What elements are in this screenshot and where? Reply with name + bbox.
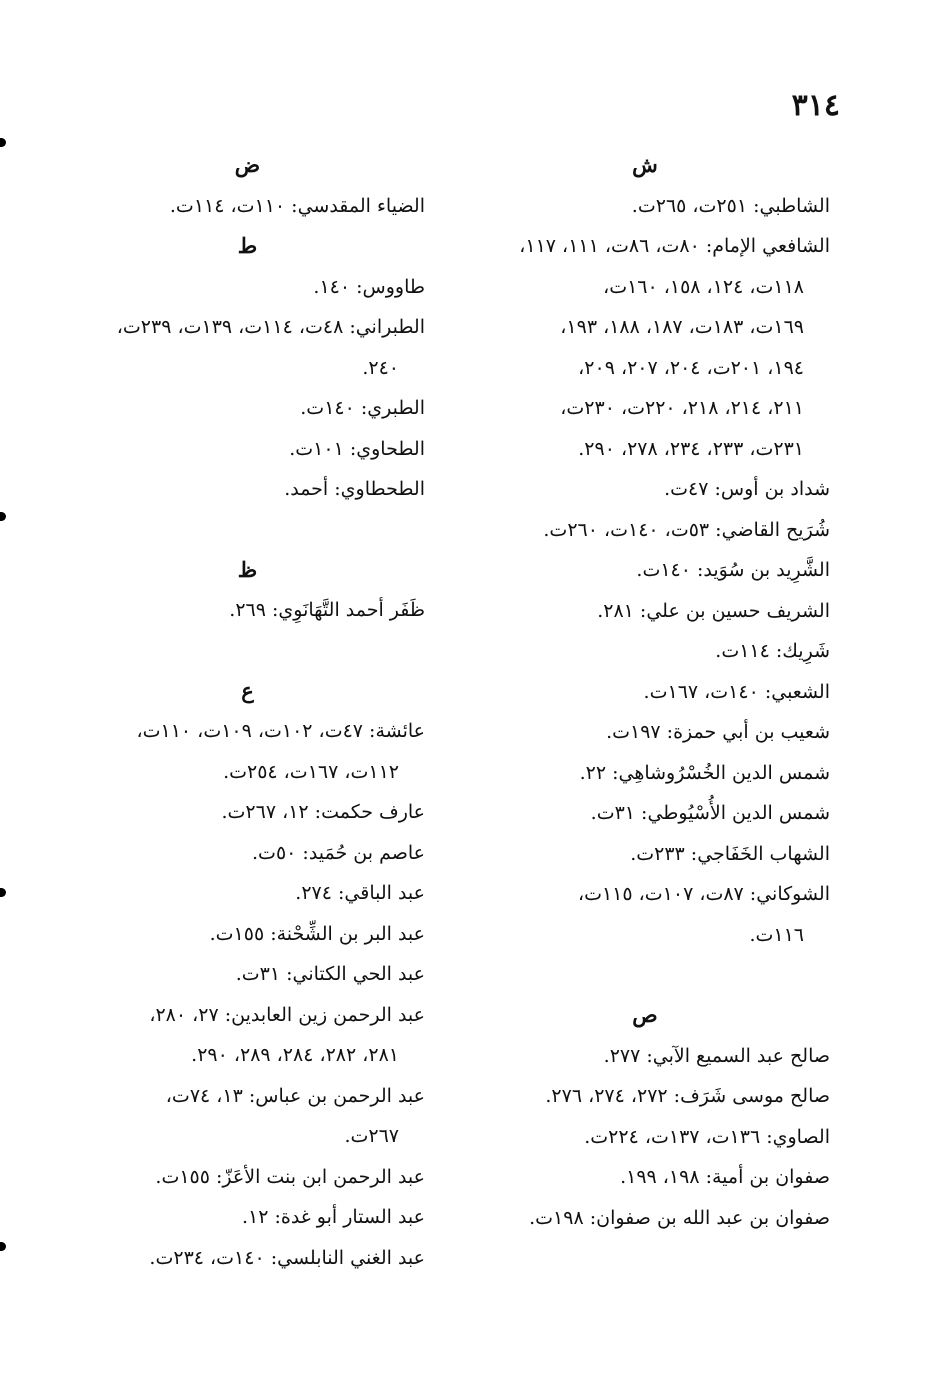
binding-mark — [0, 512, 6, 521]
index-column-right — [460, 145, 830, 1238]
letter-heading: ص — [632, 1002, 658, 1027]
index-entry: عبد الرحمن بن عباس: ١٣، ٧٤ت، — [165, 1084, 425, 1107]
letter-heading: ظ — [237, 556, 258, 582]
index-entry: الشافعي الإمام: ٨٠ت، ٨٦ت، ١١١، ١١٧، — [519, 235, 830, 257]
index-entry: شمس الدين الخُسْرُوشاهِي: ٢٢. — [579, 761, 830, 784]
index-entry: ظَفَر أحمد التَّهَانَوِي: ٢٦٩. — [229, 599, 425, 621]
index-entry: الطبراني: ٤٨ت، ١١٤ت، ١٣٩ت، ٢٣٩ت، — [116, 316, 425, 338]
index-entry-continuation: ٢٤٠. — [362, 356, 399, 379]
page-number: ٣١٤ — [791, 88, 840, 123]
index-entry: الشريف حسين بن علي: ٢٨١. — [597, 599, 830, 622]
index-entry: الطحطاوي: أحمد. — [284, 478, 425, 500]
index-entry-continuation: ١١٢ت، ١٦٧ت، ٢٥٤ت. — [223, 760, 399, 783]
index-entry: عبد الباقي: ٢٧٤. — [295, 882, 425, 904]
index-entry: صفوان بن عبد الله بن صفوان: ١٩٨ت. — [529, 1206, 830, 1229]
index-entry: صفوان بن أمية: ١٩٨، ١٩٩. — [620, 1166, 830, 1188]
binding-mark — [0, 888, 6, 897]
index-entry: عاصم بن حُمَيد: ٥٠ت. — [252, 841, 425, 864]
index-entry: صالح عبد السميع الآبي: ٢٧٧. — [603, 1044, 830, 1067]
index-entry: صالح موسى شَرَف: ٢٧٢، ٢٧٤، ٢٧٦. — [545, 1085, 830, 1107]
index-entry: عبد الرحمن زين العابدين: ٢٧، ٢٨٠، — [149, 1003, 425, 1026]
index-entry: عبد الرحمن ابن بنت الأعَزّ: ١٥٥ت. — [155, 1165, 425, 1188]
index-column-left — [70, 145, 425, 1278]
index-entry: عبد الغني النابلسي: ١٤٠ت، ٢٣٤ت. — [149, 1246, 425, 1269]
index-entry: عائشة: ٤٧ت، ١٠٢ت، ١٠٩ت، ١١٠ت، — [136, 720, 425, 742]
index-entry-continuation: ١١٦ت. — [749, 923, 804, 946]
index-entry: شمس الدين الأُسْيُوطي: ٣١ت. — [590, 802, 830, 824]
letter-heading: ع — [241, 677, 254, 703]
section-gap — [70, 510, 425, 550]
index-entry: الشهاب الخَفَاجي: ٢٣٣ت. — [630, 842, 830, 865]
index-entry-continuation: ٢٨١، ٢٨٢، ٢٨٤، ٢٨٩، ٢٩٠. — [191, 1044, 399, 1066]
index-entry-continuation: ١٩٤، ٢٠١ت، ٢٠٤، ٢٠٧، ٢٠٩، — [578, 356, 804, 379]
index-entry-continuation: ٢١١، ٢١٤، ٢١٨، ٢٢٠ت، ٢٣٠ت، — [560, 397, 804, 419]
index-entry: الشوكاني: ٨٧ت، ١٠٧ت، ١١٥ت، — [577, 883, 830, 905]
index-entry-continuation: ٢٦٧ت. — [344, 1125, 399, 1147]
index-entry-continuation: ١١٨ت، ١٢٤، ١٥٨، ١٦٠ت، — [603, 275, 804, 298]
index-entry: الطبري: ١٤٠ت. — [300, 397, 425, 419]
index-entry: طاووس: ١٤٠. — [313, 275, 425, 298]
letter-heading: ش — [632, 152, 658, 177]
index-entry-continuation: ١٦٩ت، ١٨٣ت، ١٨٧، ١٨٨، ١٩٣، — [560, 316, 804, 338]
index-entry: شَرِيك: ١١٤ت. — [715, 640, 830, 662]
letter-heading: ض — [234, 152, 261, 177]
index-entry: الشَّرِيد بن سُوَيد: ١٤٠ت. — [636, 559, 830, 581]
section-gap — [70, 631, 425, 671]
binding-mark — [0, 1242, 6, 1251]
index-entry: شعيب بن أبي حمزة: ١٩٧ت. — [606, 721, 830, 743]
index-entry: عبد الحي الكتاني: ٣١ت. — [235, 963, 425, 985]
index-entry: الشعبي: ١٤٠ت، ١٦٧ت. — [643, 680, 830, 703]
index-entry-continuation: ٢٣١ت، ٢٣٣، ٢٣٤، ٢٧٨، ٢٩٠. — [578, 437, 804, 460]
index-entry: عبد الستار أبو غدة: ١٢. — [241, 1206, 425, 1228]
binding-mark — [0, 138, 6, 147]
index-entry: شُرَيح القاضي: ٥٣ت، ١٤٠ت، ٢٦٠ت. — [543, 518, 830, 541]
index-entry: الصاوي: ١٣٦ت، ١٣٧ت، ٢٢٤ت. — [584, 1125, 830, 1148]
index-entry: الشاطبي: ٢٥١ت، ٢٦٥ت. — [631, 194, 830, 217]
section-gap — [460, 955, 830, 995]
index-entry: الطحاوي: ١٠١ت. — [289, 437, 425, 460]
index-entry: عارف حكمت: ١٢، ٢٦٧ت. — [221, 801, 425, 823]
letter-heading: ط — [237, 233, 258, 258]
index-entry: الضياء المقدسي: ١١٠ت، ١١٤ت. — [169, 194, 425, 217]
index-entry: عبد البر بن الشِّحْنة: ١٥٥ت. — [209, 922, 425, 945]
index-entry: شداد بن أوس: ٤٧ت. — [664, 478, 830, 500]
